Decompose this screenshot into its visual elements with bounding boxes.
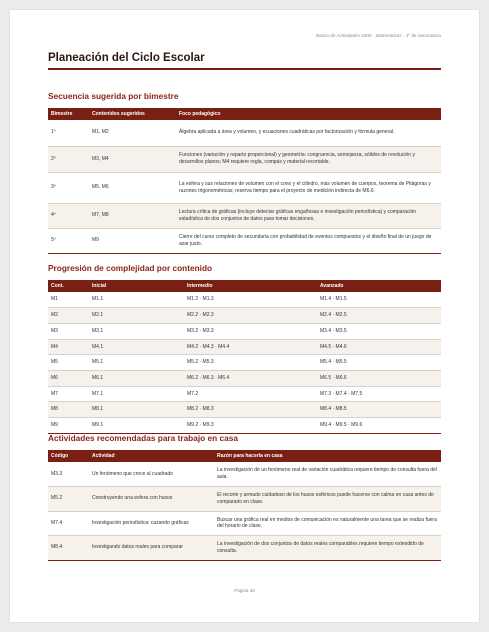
codigo-cell: M3.3 (48, 462, 89, 487)
razon-cell: La investigación de un fenómeno real de variación cuadrática requiere tiempo de consulta fuera del aula. (214, 462, 441, 487)
section-heading-bimester: Secuencia sugerida por bimestre (48, 91, 179, 101)
cont-cell: M3 (48, 323, 89, 339)
table-row (48, 308, 441, 324)
foco-cell: La esfera y sus relaciones de volumen con el cono y el cilindro, más volumen de cuerpos, teorema de Pitágoras y razones trigonométricas; reserva tiempo para el proyecto de medición indirecta de M6.6. (176, 172, 441, 203)
table-row (48, 370, 441, 386)
section-heading-home: Actividades recomendadas para trabajo en casa (48, 433, 238, 443)
intermedio-cell: M3.2 · M3.3 (184, 323, 317, 339)
column-header: Avanzado (317, 280, 441, 292)
intermedio-cell: M2.2 · M2.3 (184, 308, 317, 324)
table-row (48, 292, 441, 308)
inicial-cell: M6.1 (89, 370, 184, 386)
intermedio-cell: M8.2 · M8.3 (184, 402, 317, 418)
contenidos-cell: M5, M6 (89, 172, 176, 203)
progression-table (48, 280, 441, 434)
column-header: Inicial (89, 280, 184, 292)
intermedio-cell: M4.2 · M4.3 · M4.4 (184, 339, 317, 355)
avanzado-cell: M4.5 · M4.6 (317, 339, 441, 355)
actividad-cell: Construyendo una esfera con husos (89, 487, 214, 512)
contenidos-cell: M1, M2 (89, 120, 176, 146)
column-header: Cont. (48, 280, 89, 292)
avanzado-cell: M5.4 · M5.5 (317, 355, 441, 371)
contenidos-cell: M7, M8 (89, 203, 176, 228)
table-row (48, 511, 441, 536)
table-header-row (48, 108, 441, 120)
table-header-row (48, 450, 441, 462)
cont-cell: M6 (48, 370, 89, 386)
inicial-cell: M9.1 (89, 418, 184, 434)
bimestre-cell: 4º (48, 203, 89, 228)
avanzado-cell: M8.4 · M8.5 (317, 402, 441, 418)
inicial-cell: M1.1 (89, 292, 184, 308)
table-row (48, 462, 441, 487)
contenidos-cell: M3, M4 (89, 146, 176, 172)
table-row (48, 487, 441, 512)
bimestre-cell: 3º (48, 172, 89, 203)
avanzado-cell: M2.4 · M2.5 (317, 308, 441, 324)
intermedio-cell: M6.2 · M6.3 · M6.4 (184, 370, 317, 386)
avanzado-cell: M6.5 · M6.6 (317, 370, 441, 386)
running-header: Banco de Actividades NEM · Matemáticas · 3° de Secundaria (316, 33, 441, 38)
column-header: Foco pedagógico (176, 108, 441, 120)
codigo-cell: M5.2 (48, 487, 89, 512)
bimestre-cell: 5º (48, 228, 89, 253)
intermedio-cell: M5.2 · M5.3 (184, 355, 317, 371)
intermedio-cell: M9.2 · M9.3 (184, 418, 317, 434)
intermedio-cell: M1.2 · M1.3 (184, 292, 317, 308)
column-header: Actividad (89, 450, 214, 462)
actividad-cell: Investigando datos reales para comparar (89, 536, 214, 561)
table-row (48, 146, 441, 172)
page-number: Página 40 (234, 588, 255, 593)
avanzado-cell: M1.4 · M1.5 (317, 292, 441, 308)
table-row (48, 402, 441, 418)
table-row (48, 120, 441, 146)
table-row (48, 355, 441, 371)
column-header: Código (48, 450, 89, 462)
codigo-cell: M7.4 (48, 511, 89, 536)
table-row (48, 323, 441, 339)
inicial-cell: M8.1 (89, 402, 184, 418)
page-title: Planeación del Ciclo Escolar (48, 52, 205, 64)
home-activities-table (48, 450, 441, 561)
table-row (48, 339, 441, 355)
foco-cell: Cierre del curso completo de secundaria con probabilidad de eventos compuestos y el diseño final de un juego de azar justo. (176, 228, 441, 253)
bimestre-cell: 2º (48, 146, 89, 172)
inicial-cell: M4.1 (89, 339, 184, 355)
section-heading-progression: Progresión de complejidad por contenido (48, 263, 213, 273)
razon-cell: Buscar una gráfica real en medios de comunicación es naturalmente una tarea que se realiza fuera del horario de clase. (214, 511, 441, 536)
table-row (48, 203, 441, 228)
contenidos-cell: M9 (89, 228, 176, 253)
table-row (48, 386, 441, 402)
table-header-row (48, 280, 441, 292)
actividad-cell: Un fenómeno que crece al cuadrado (89, 462, 214, 487)
cont-cell: M4 (48, 339, 89, 355)
table-row (48, 418, 441, 434)
avanzado-cell: M3.4 · M3.5 (317, 323, 441, 339)
cont-cell: M7 (48, 386, 89, 402)
cont-cell: M2 (48, 308, 89, 324)
table-row (48, 536, 441, 561)
actividad-cell: Investigación periodística: cazando gráficas (89, 511, 214, 536)
table-row (48, 172, 441, 203)
inicial-cell: M3.1 (89, 323, 184, 339)
column-header: Bimestre (48, 108, 89, 120)
table-row (48, 228, 441, 253)
inicial-cell: M7.1 (89, 386, 184, 402)
bimestre-cell: 1º (48, 120, 89, 146)
foco-cell: Lectura crítica de gráficas (incluye detectar gráficas engañosas e investigación periodística) y comparación estadística de dos conjuntos de datos para tomar decisiones. (176, 203, 441, 228)
codigo-cell: M8.4 (48, 536, 89, 561)
foco-cell: Álgebra aplicada a área y volumen, y ecuaciones cuadráticas por factorización y fórmula general. (176, 120, 441, 146)
razon-cell: La investigación de dos conjuntos de datos reales comparables requiere tiempo extendido de consulta. (214, 536, 441, 561)
inicial-cell: M2.1 (89, 308, 184, 324)
column-header: Intermedio (184, 280, 317, 292)
cont-cell: M1 (48, 292, 89, 308)
inicial-cell: M5.1 (89, 355, 184, 371)
cont-cell: M8 (48, 402, 89, 418)
document-page (10, 10, 479, 622)
column-header: Razón para hacerla en casa (214, 450, 441, 462)
avanzado-cell: M9.4 · M9.5 · M9.6 (317, 418, 441, 434)
cont-cell: M5 (48, 355, 89, 371)
title-rule (48, 68, 441, 70)
foco-cell: Funciones (variación y reparto proporcional) y geometría: congruencia, semejanza, sólidos de revolución y desarrollos planos; M4 requiere regla, compás y material recortable. (176, 146, 441, 172)
razon-cell: El recorte y armado cuidadoso de los husos esféricos puede hacerse con calma en casa antes de compararlo en clase. (214, 487, 441, 512)
bimester-table (48, 108, 441, 254)
avanzado-cell: M7.3 · M7.4 · M7.5 (317, 386, 441, 402)
column-header: Contenidos sugeridos (89, 108, 176, 120)
cont-cell: M9 (48, 418, 89, 434)
intermedio-cell: M7.2 (184, 386, 317, 402)
